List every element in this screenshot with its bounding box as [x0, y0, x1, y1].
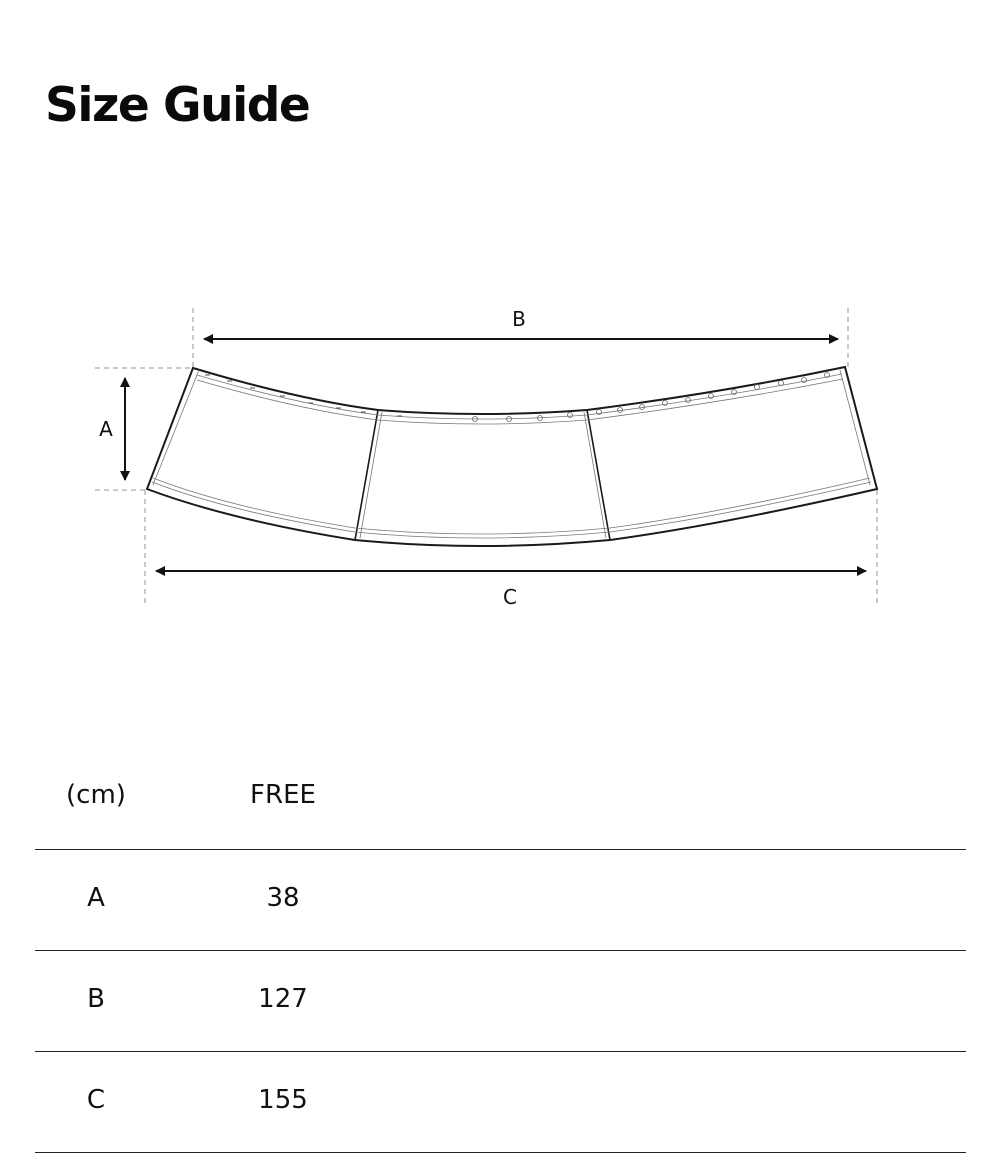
- table-row: [35, 850, 966, 951]
- label-c: C: [503, 585, 517, 609]
- garment-outline: [147, 367, 877, 546]
- garment-measurement-diagram: [0, 290, 1000, 620]
- size-table-header: [35, 760, 966, 850]
- size-table: [35, 760, 966, 1153]
- measurement-value: 38: [266, 883, 300, 913]
- measurement-value: 155: [258, 1085, 308, 1115]
- label-a: A: [99, 417, 113, 441]
- measurement-label: A: [87, 883, 105, 913]
- unit-header: (cm): [66, 780, 126, 810]
- page-title: Size Guide: [45, 78, 310, 133]
- label-b: B: [512, 307, 526, 331]
- table-row: [35, 951, 966, 1052]
- table-row: [35, 1052, 966, 1153]
- measurement-value: 127: [258, 984, 308, 1014]
- size-header: FREE: [250, 780, 316, 810]
- measurement-label: C: [86, 1085, 106, 1115]
- guide-lines: [95, 308, 877, 605]
- measurement-label: B: [87, 984, 105, 1014]
